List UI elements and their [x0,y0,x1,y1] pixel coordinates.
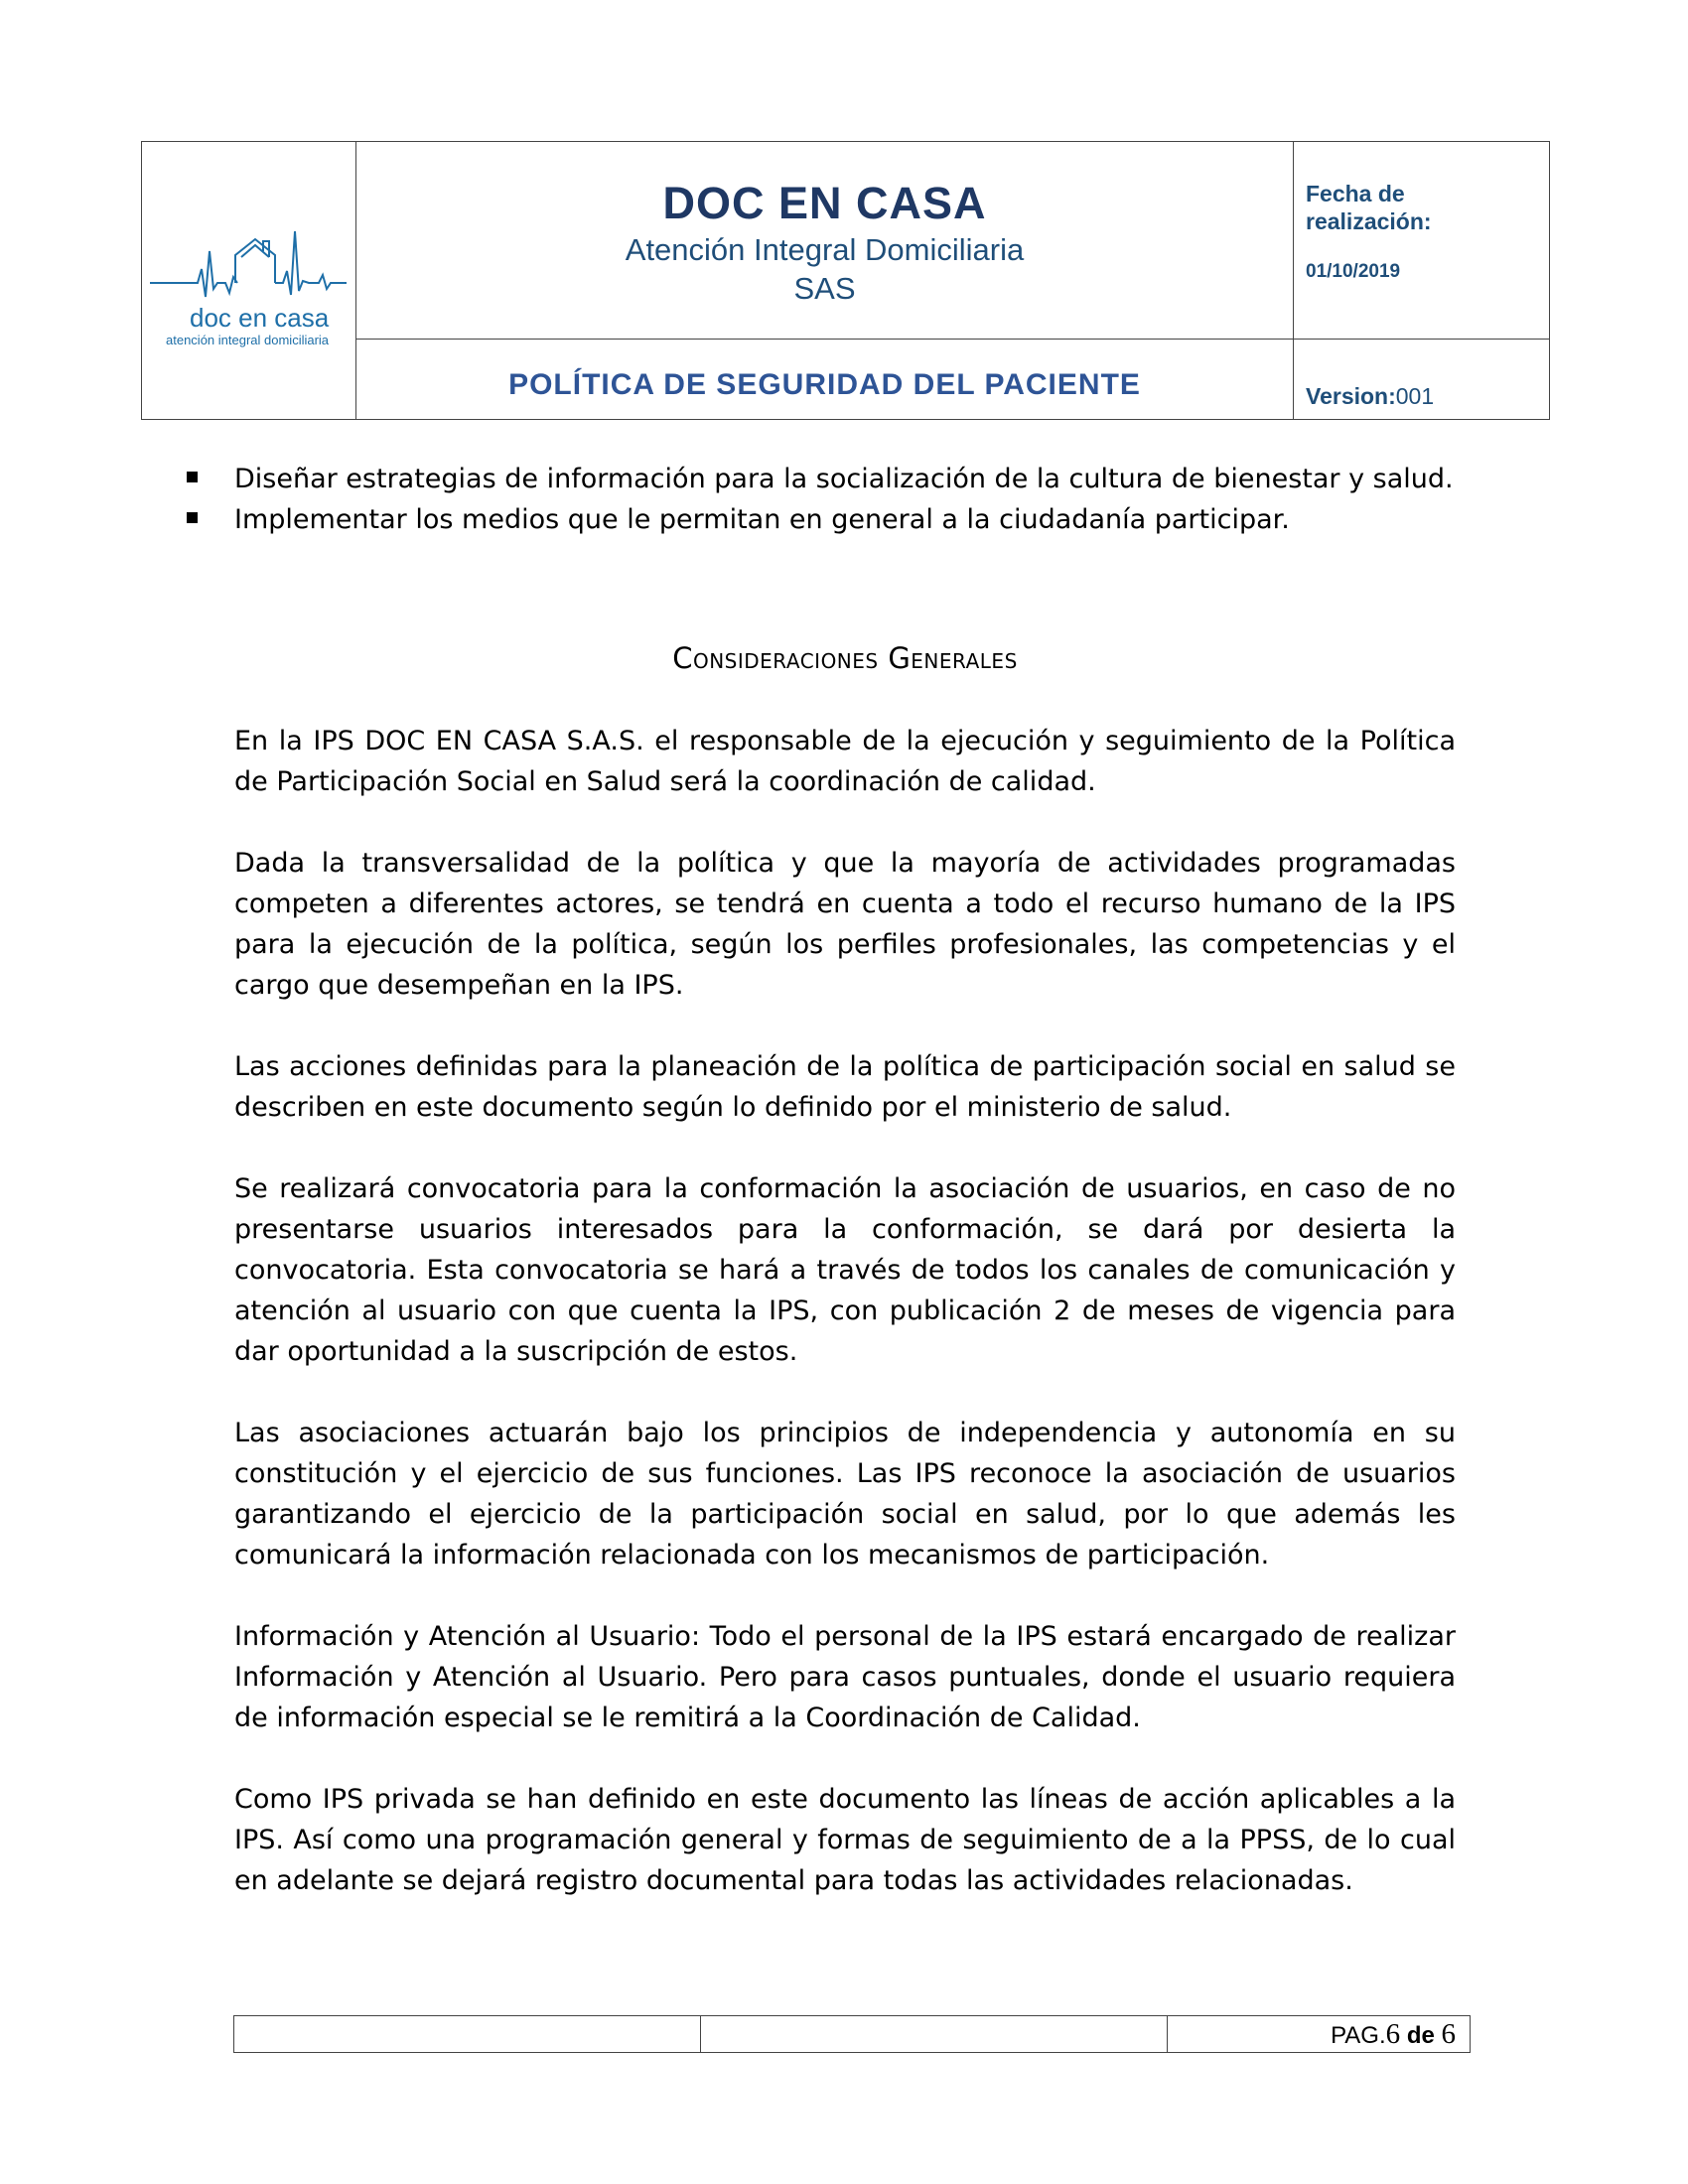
company-subtitle-sas: SAS [793,271,856,306]
square-bullet-icon [187,472,198,482]
date-value: 01/10/2019 [1306,261,1401,282]
paragraph: Las asociaciones actuarán bajo los principios de independencia y autonomía en su constitución y el ejercicio de sus funciones. Las IPS reconoce la asociación de usuarios garantizando el ejercicio de la participación social en salud, por lo que además les comunicará la información relacionada con los mecanismos de participación. [234,1418,1456,1570]
company-title-cell [356,142,1294,340]
document-body [234,459,1456,1901]
page-number: PAG.6 de 6 [1168,2016,1471,2053]
paragraph: Dada la transversalidad de la política y que la mayoría de actividades programadas competen a diferentes actores, se tendrá en cuenta a todo el recurso humano de la IPS para la ejecución de la política, según los perfiles profesionales, las competencias y el cargo que desempeñan en la IPS. [234,848,1456,1001]
footer-cell-empty [234,2016,701,2053]
version-cell [1294,340,1550,420]
paragraph: Las acciones definidas para la planeación de la política de participación social en salud se describen en este documento según lo definido por el ministerio de salud. [234,1051,1456,1123]
list-item: Implementar los medios que le permitan en general a la ciudadanía participar. [135,499,1456,540]
company-subtitle: Atención Integral Domiciliaria [625,232,1025,267]
bullet-list [234,459,1456,540]
doc-title-cell [356,340,1294,420]
paragraph: Se realizará convocatoria para la conformación la asociación de usuarios, en caso de no presentarse usuarios interesados para la conformación, se dará por desierta la convocatoria. Esta convocatoria se hará a través de todos los canales de comunicación y atención al usuario con que cuenta la IPS, con publicación 2 de meses de vigencia para dar oportunidad a la suscripción de estos. [234,1173,1456,1367]
square-bullet-icon [187,512,198,523]
section-heading: Consideraciones Generales [672,641,1018,675]
paragraph: Información y Atención al Usuario: Todo el personal de la IPS estará encargado de realizar Información y Atención al Usuario. Pero para casos puntuales, donde el usuario requiera de información especial se le remitirá a la Coordinación de Calidad. [234,1621,1456,1733]
version-value: 001 [1395,383,1435,409]
document-title: POLÍTICA DE SEGURIDAD DEL PACIENTE [508,368,1141,401]
version-label: Version: [1306,383,1396,409]
date-label: Fecha de realización: [1306,181,1432,234]
paragraph: Como IPS privada se han definido en este documento las líneas de acción aplicables a la IPS. Así como una programación general y formas de seguimiento de a la PPSS, de lo cual en adelante se dejará registro documental para todas las actividades relacionadas. [234,1784,1456,1896]
logo-cell [142,142,356,420]
document-footer [233,2015,1471,2053]
list-item: Diseñar estrategias de información para la socialización de la cultura de bienestar y salud. [135,459,1456,499]
logo-tagline: atención integral domiciliaria [166,333,330,347]
date-cell [1294,142,1550,340]
company-logo [148,211,350,350]
company-name: DOC EN CASA [662,178,987,228]
paragraph: En la IPS DOC EN CASA S.A.S. el responsable de la ejecución y seguimiento de la Política de Participación Social en Salud será la coordinación de calidad. [234,726,1456,797]
logo-name: doc en casa [190,303,330,333]
document-header [141,141,1550,420]
footer-cell-empty [701,2016,1168,2053]
